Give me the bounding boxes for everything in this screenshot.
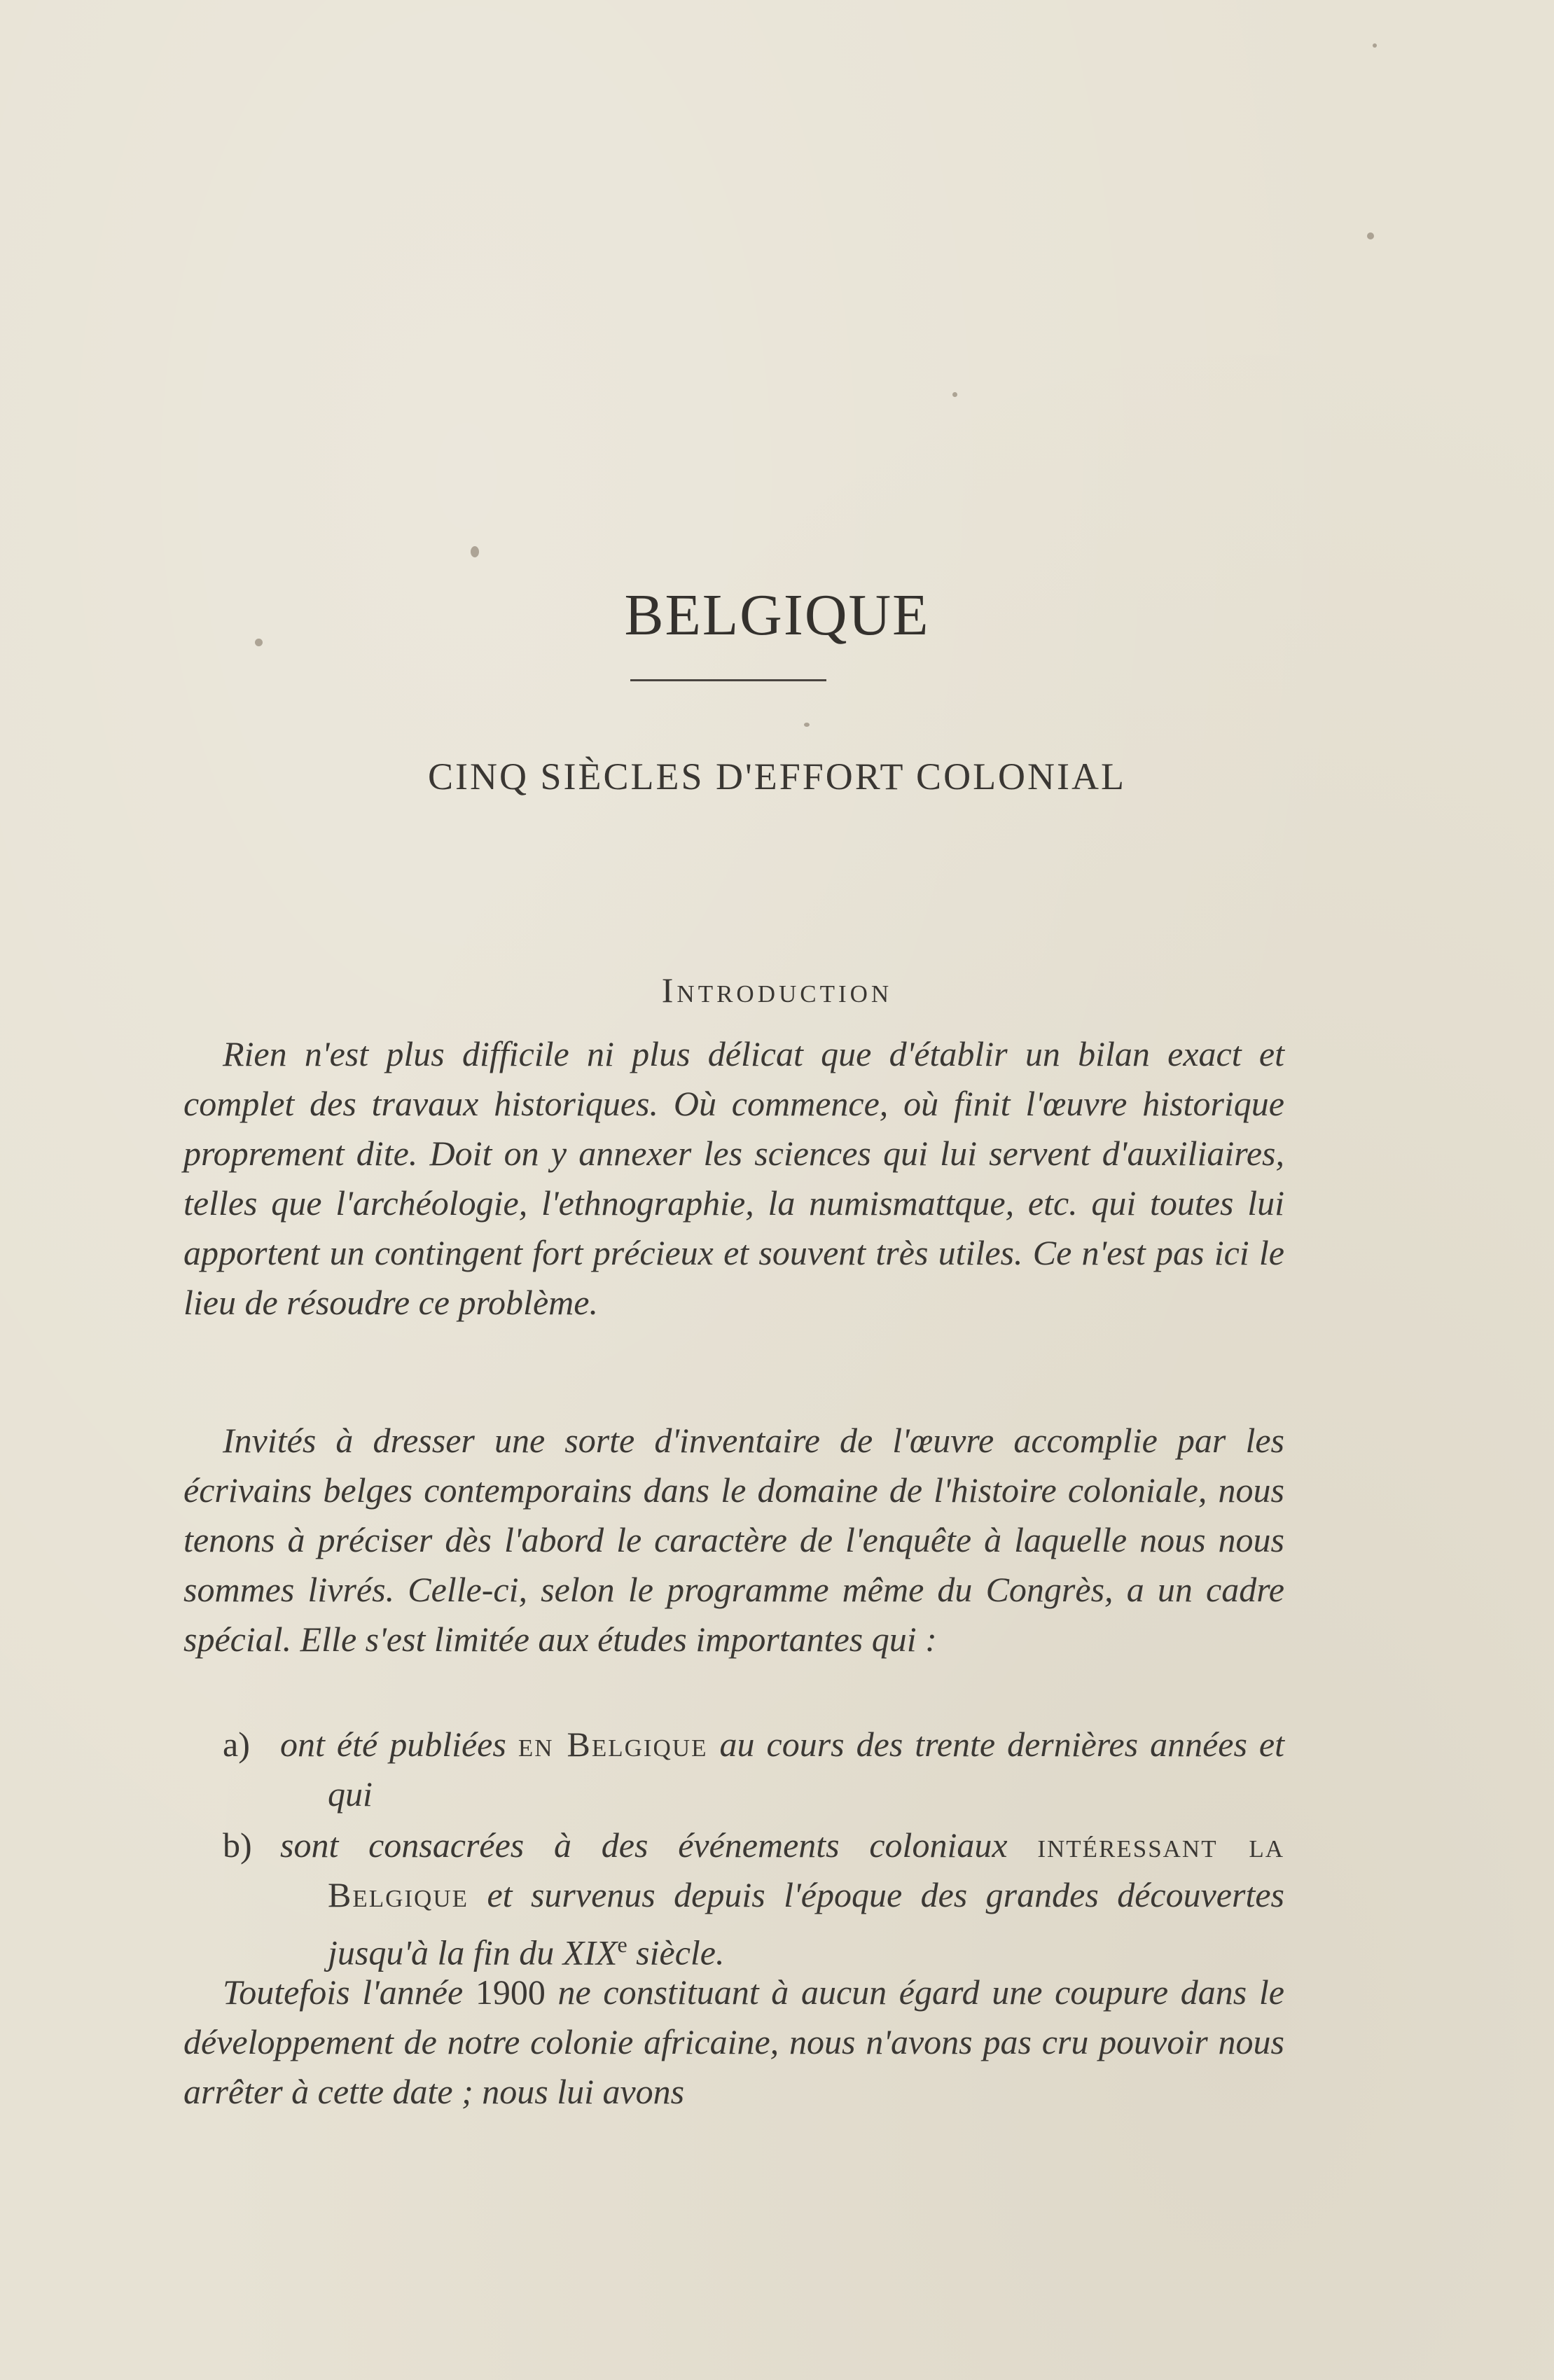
paper-speck bbox=[1367, 232, 1374, 239]
list-b-text-1: sont consacrées à des événements coloniaux bbox=[280, 1825, 1008, 1865]
list-b-caps: intéressant la Belgique bbox=[328, 1825, 1285, 1914]
list-b-text-2: et survenus depuis l'époque des grandes découvertes jusqu'à la fin du XIX bbox=[328, 1875, 1284, 1972]
list-b-text-3: siècle. bbox=[636, 1933, 725, 1972]
list-a-text-1: ont été publiées bbox=[280, 1725, 506, 1764]
p3-text-2: ne constituant à aucun égard une coupure dans le développement de notre colonie africaine, nous n'avons pas cru pouvoir nous arrêter à cette date ; nous lui avons bbox=[183, 1972, 1285, 2111]
paragraph-1: Rien n'est plus difficile ni plus délicat que d'établir un bilan exact et complet des travaux historiques. Où commence, où finit l'œuvre historique proprement dite. Doit on y annexer les sciences qui lui servent d'auxiliaires, telles que l'archéologie, l'ethnographie, la numismattque, etc. qui toutes lui apportent un contingent fort précieux et souvent très utiles. Ce n'est pas ici le lieu de résoudre ce problème. bbox=[183, 1034, 1284, 1322]
page-title: BELGIQUE bbox=[624, 583, 930, 648]
list-b-superscript: e bbox=[617, 1932, 627, 1957]
list-a-caps: en Belgique bbox=[518, 1725, 708, 1764]
paragraph-3 bbox=[183, 1968, 1284, 2117]
list-body-a bbox=[280, 1720, 1284, 1819]
list-marker-b: b) bbox=[223, 1825, 252, 1865]
list-body-b bbox=[280, 1821, 1284, 1978]
list-item-a bbox=[223, 1720, 1284, 1819]
list-a-text-2: au cours des trente dernières années et qui bbox=[328, 1725, 1285, 1814]
paper-speck bbox=[952, 392, 957, 397]
p3-year: 1900 bbox=[475, 1972, 546, 2012]
subtitle: CINQ SIÈCLES D'EFFORT COLONIAL bbox=[427, 756, 1127, 798]
title-divider bbox=[630, 679, 826, 681]
list-item-b bbox=[223, 1821, 1284, 1978]
list-marker-a: a) bbox=[223, 1725, 250, 1764]
paper-speck bbox=[1373, 43, 1377, 48]
paragraph-2: Invités à dresser une sorte d'inventaire de l'œuvre accomplie par les écrivains belges contemporains dans le domaine de l'histoire coloniale, nous tenons à préciser dès l'abord le caractère de l'enquête à laquelle nous nous sommes livrés. Celle-ci, selon le programme même du Congrès, a un cadre spécial. Elle s'est limitée aux études importantes qui : bbox=[183, 1421, 1284, 1659]
paper-speck bbox=[471, 546, 479, 557]
p3-text-1: Toutefois l'année bbox=[223, 1972, 464, 2012]
paper-speck bbox=[804, 723, 810, 727]
section-heading: Introduction bbox=[661, 970, 893, 1010]
